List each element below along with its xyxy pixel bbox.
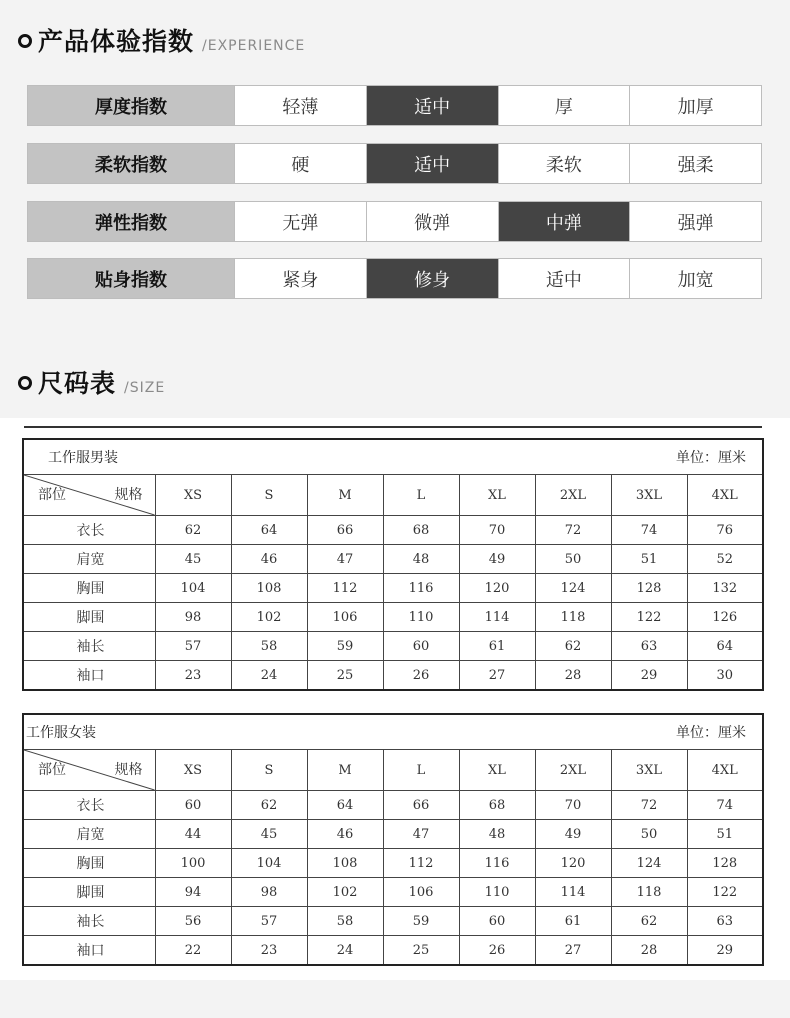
- row-label: 肩宽: [23, 545, 155, 574]
- index-option: 轻薄: [234, 86, 366, 125]
- table-cell: 64: [231, 516, 307, 545]
- index-option: 微弹: [366, 202, 498, 241]
- table-row: [23, 907, 763, 936]
- table-cell: 62: [611, 907, 687, 936]
- index-option-selected: 修身: [366, 259, 498, 298]
- table-cell: 110: [383, 603, 459, 632]
- table-cell: 47: [307, 545, 383, 574]
- table-cell: 66: [307, 516, 383, 545]
- table-row: [23, 791, 763, 820]
- table-row: [23, 574, 763, 603]
- table-cell: 61: [459, 632, 535, 661]
- corner-label-part: 部位: [38, 762, 66, 778]
- size-header-cell: XL: [459, 475, 535, 516]
- size-header-cell: S: [231, 750, 307, 791]
- table-cell: 104: [155, 574, 231, 603]
- table-cell: 98: [155, 603, 231, 632]
- table-cell: 64: [687, 632, 763, 661]
- table-title-row: [23, 439, 763, 475]
- row-label: 袖口: [23, 936, 155, 966]
- table-cell: 50: [611, 820, 687, 849]
- index-option: 加厚: [629, 86, 761, 125]
- divider: [24, 426, 762, 428]
- table-cell: 114: [535, 878, 611, 907]
- size-header-cell: 3XL: [611, 750, 687, 791]
- index-option: 强柔: [629, 144, 761, 183]
- table-cell: 23: [155, 661, 231, 691]
- size-header-cell: XS: [155, 750, 231, 791]
- size-header-cell: 3XL: [611, 475, 687, 516]
- table-cell: 46: [307, 820, 383, 849]
- corner-cell: [23, 750, 155, 791]
- corner-label-size: 规格: [114, 762, 143, 778]
- men-size-panel: [0, 418, 790, 708]
- table-cell: 60: [383, 632, 459, 661]
- size-header-cell: L: [383, 475, 459, 516]
- table-cell: 48: [383, 545, 459, 574]
- table-row: [23, 820, 763, 849]
- table-cell: 27: [459, 661, 535, 691]
- table-cell: 116: [459, 849, 535, 878]
- size-header-cell: 4XL: [687, 475, 763, 516]
- row-label: 肩宽: [23, 820, 155, 849]
- table-cell: 66: [383, 791, 459, 820]
- table-cell: 28: [535, 661, 611, 691]
- table-cell: 62: [231, 791, 307, 820]
- size-header-cell: M: [307, 475, 383, 516]
- table-cell: 58: [231, 632, 307, 661]
- index-option: 厚: [498, 86, 630, 125]
- circle-bullet-icon: [18, 34, 32, 48]
- table-cell: 70: [535, 791, 611, 820]
- table-row: [23, 661, 763, 691]
- table-row: [23, 632, 763, 661]
- women-size-table: [22, 713, 764, 966]
- index-label: 贴身指数: [28, 259, 234, 298]
- table-cell: 68: [459, 791, 535, 820]
- table-cell: 25: [307, 661, 383, 691]
- table-cell: 26: [459, 936, 535, 966]
- table-cell: 114: [459, 603, 535, 632]
- table-row: [23, 545, 763, 574]
- index-option: 硬: [234, 144, 366, 183]
- table-cell: 102: [307, 878, 383, 907]
- table-cell: 70: [459, 516, 535, 545]
- table-cell: 132: [687, 574, 763, 603]
- men-size-table: [22, 438, 764, 691]
- table-cell: 63: [611, 632, 687, 661]
- index-row: [27, 201, 762, 242]
- table-cell: 120: [535, 849, 611, 878]
- table-cell: 104: [231, 849, 307, 878]
- table-cell: 64: [307, 791, 383, 820]
- table-title-cell: [23, 439, 763, 475]
- index-label: 厚度指数: [28, 86, 234, 125]
- table-cell: 44: [155, 820, 231, 849]
- table-title: 工作服男装: [48, 450, 118, 466]
- row-label: 脚围: [23, 603, 155, 632]
- women-size-panel: [0, 708, 790, 980]
- table-cell: 51: [687, 820, 763, 849]
- size-header-cell: 2XL: [535, 475, 611, 516]
- table-cell: 98: [231, 878, 307, 907]
- table-cell: 51: [611, 545, 687, 574]
- circle-bullet-icon: [18, 376, 32, 390]
- row-label: 脚围: [23, 878, 155, 907]
- table-cell: 49: [459, 545, 535, 574]
- table-cell: 116: [383, 574, 459, 603]
- row-label: 袖长: [23, 632, 155, 661]
- table-cell: 22: [155, 936, 231, 966]
- table-cell: 62: [155, 516, 231, 545]
- table-cell: 112: [307, 574, 383, 603]
- table-title-row: [23, 714, 763, 750]
- table-cell: 30: [687, 661, 763, 691]
- table-cell: 59: [383, 907, 459, 936]
- table-cell: 60: [459, 907, 535, 936]
- corner-label-size: 规格: [114, 487, 143, 503]
- size-header-cell: 4XL: [687, 750, 763, 791]
- table-cell: 74: [611, 516, 687, 545]
- table-cell: 72: [611, 791, 687, 820]
- row-label: 胸围: [23, 574, 155, 603]
- table-cell: 122: [687, 878, 763, 907]
- table-cell: 58: [307, 907, 383, 936]
- table-cell: 27: [535, 936, 611, 966]
- table-cell: 48: [459, 820, 535, 849]
- table-cell: 47: [383, 820, 459, 849]
- table-cell: 124: [535, 574, 611, 603]
- table-cell: 110: [459, 878, 535, 907]
- table-cell: 128: [611, 574, 687, 603]
- size-subtitle: /SIZE: [124, 380, 166, 396]
- table-cell: 108: [231, 574, 307, 603]
- experience-section-title: [18, 22, 305, 58]
- experience-subtitle: /EXPERIENCE: [202, 38, 306, 54]
- index-option-selected: 适中: [366, 144, 498, 183]
- index-row: [27, 258, 762, 299]
- table-row: [23, 603, 763, 632]
- table-cell: 25: [383, 936, 459, 966]
- table-cell: 24: [307, 936, 383, 966]
- table-row: [23, 849, 763, 878]
- table-unit: 单位：厘米: [676, 450, 746, 466]
- table-cell: 76: [687, 516, 763, 545]
- table-cell: 68: [383, 516, 459, 545]
- size-title: 尺码表: [38, 369, 117, 398]
- table-cell: 94: [155, 878, 231, 907]
- row-label: 衣长: [23, 791, 155, 820]
- table-header-row: [23, 750, 763, 791]
- table-cell: 63: [687, 907, 763, 936]
- table-cell: 108: [307, 849, 383, 878]
- size-header-cell: XS: [155, 475, 231, 516]
- size-header-cell: S: [231, 475, 307, 516]
- table-cell: 124: [611, 849, 687, 878]
- corner-cell: [23, 475, 155, 516]
- index-option-selected: 中弹: [498, 202, 630, 241]
- table-cell: 100: [155, 849, 231, 878]
- table-row: [23, 516, 763, 545]
- table-cell: 29: [611, 661, 687, 691]
- index-row: [27, 85, 762, 126]
- index-label: 弹性指数: [28, 202, 234, 241]
- row-label: 衣长: [23, 516, 155, 545]
- index-option: 适中: [498, 259, 630, 298]
- table-row: [23, 936, 763, 966]
- index-option: 柔软: [498, 144, 630, 183]
- experience-title: 产品体验指数: [38, 27, 195, 56]
- table-cell: 120: [459, 574, 535, 603]
- index-option: 紧身: [234, 259, 366, 298]
- size-header-cell: XL: [459, 750, 535, 791]
- table-unit: 单位：厘米: [676, 725, 746, 741]
- size-section-title: [18, 364, 165, 400]
- size-header-cell: 2XL: [535, 750, 611, 791]
- table-cell: 57: [155, 632, 231, 661]
- size-header-cell: M: [307, 750, 383, 791]
- row-label: 胸围: [23, 849, 155, 878]
- table-cell: 112: [383, 849, 459, 878]
- table-cell: 57: [231, 907, 307, 936]
- table-cell: 28: [611, 936, 687, 966]
- index-option-selected: 适中: [366, 86, 498, 125]
- row-label: 袖口: [23, 661, 155, 691]
- table-title: 工作服女装: [26, 725, 96, 741]
- table-cell: 106: [307, 603, 383, 632]
- table-cell: 102: [231, 603, 307, 632]
- table-title-cell: [23, 714, 763, 750]
- table-cell: 72: [535, 516, 611, 545]
- row-label: 袖长: [23, 907, 155, 936]
- index-option: 强弹: [629, 202, 761, 241]
- table-cell: 61: [535, 907, 611, 936]
- table-header-row: [23, 475, 763, 516]
- table-cell: 45: [231, 820, 307, 849]
- table-cell: 62: [535, 632, 611, 661]
- table-cell: 23: [231, 936, 307, 966]
- table-cell: 60: [155, 791, 231, 820]
- table-cell: 74: [687, 791, 763, 820]
- table-cell: 128: [687, 849, 763, 878]
- table-cell: 46: [231, 545, 307, 574]
- table-cell: 106: [383, 878, 459, 907]
- table-cell: 29: [687, 936, 763, 966]
- index-option: 加宽: [629, 259, 761, 298]
- table-cell: 118: [611, 878, 687, 907]
- table-cell: 26: [383, 661, 459, 691]
- table-cell: 118: [535, 603, 611, 632]
- corner-label-part: 部位: [38, 487, 66, 503]
- table-cell: 56: [155, 907, 231, 936]
- table-row: [23, 878, 763, 907]
- table-cell: 49: [535, 820, 611, 849]
- table-cell: 126: [687, 603, 763, 632]
- table-cell: 45: [155, 545, 231, 574]
- table-cell: 122: [611, 603, 687, 632]
- table-cell: 59: [307, 632, 383, 661]
- table-cell: 50: [535, 545, 611, 574]
- index-label: 柔软指数: [28, 144, 234, 183]
- index-option: 无弹: [234, 202, 366, 241]
- size-header-cell: L: [383, 750, 459, 791]
- table-cell: 24: [231, 661, 307, 691]
- table-cell: 52: [687, 545, 763, 574]
- index-row: [27, 143, 762, 184]
